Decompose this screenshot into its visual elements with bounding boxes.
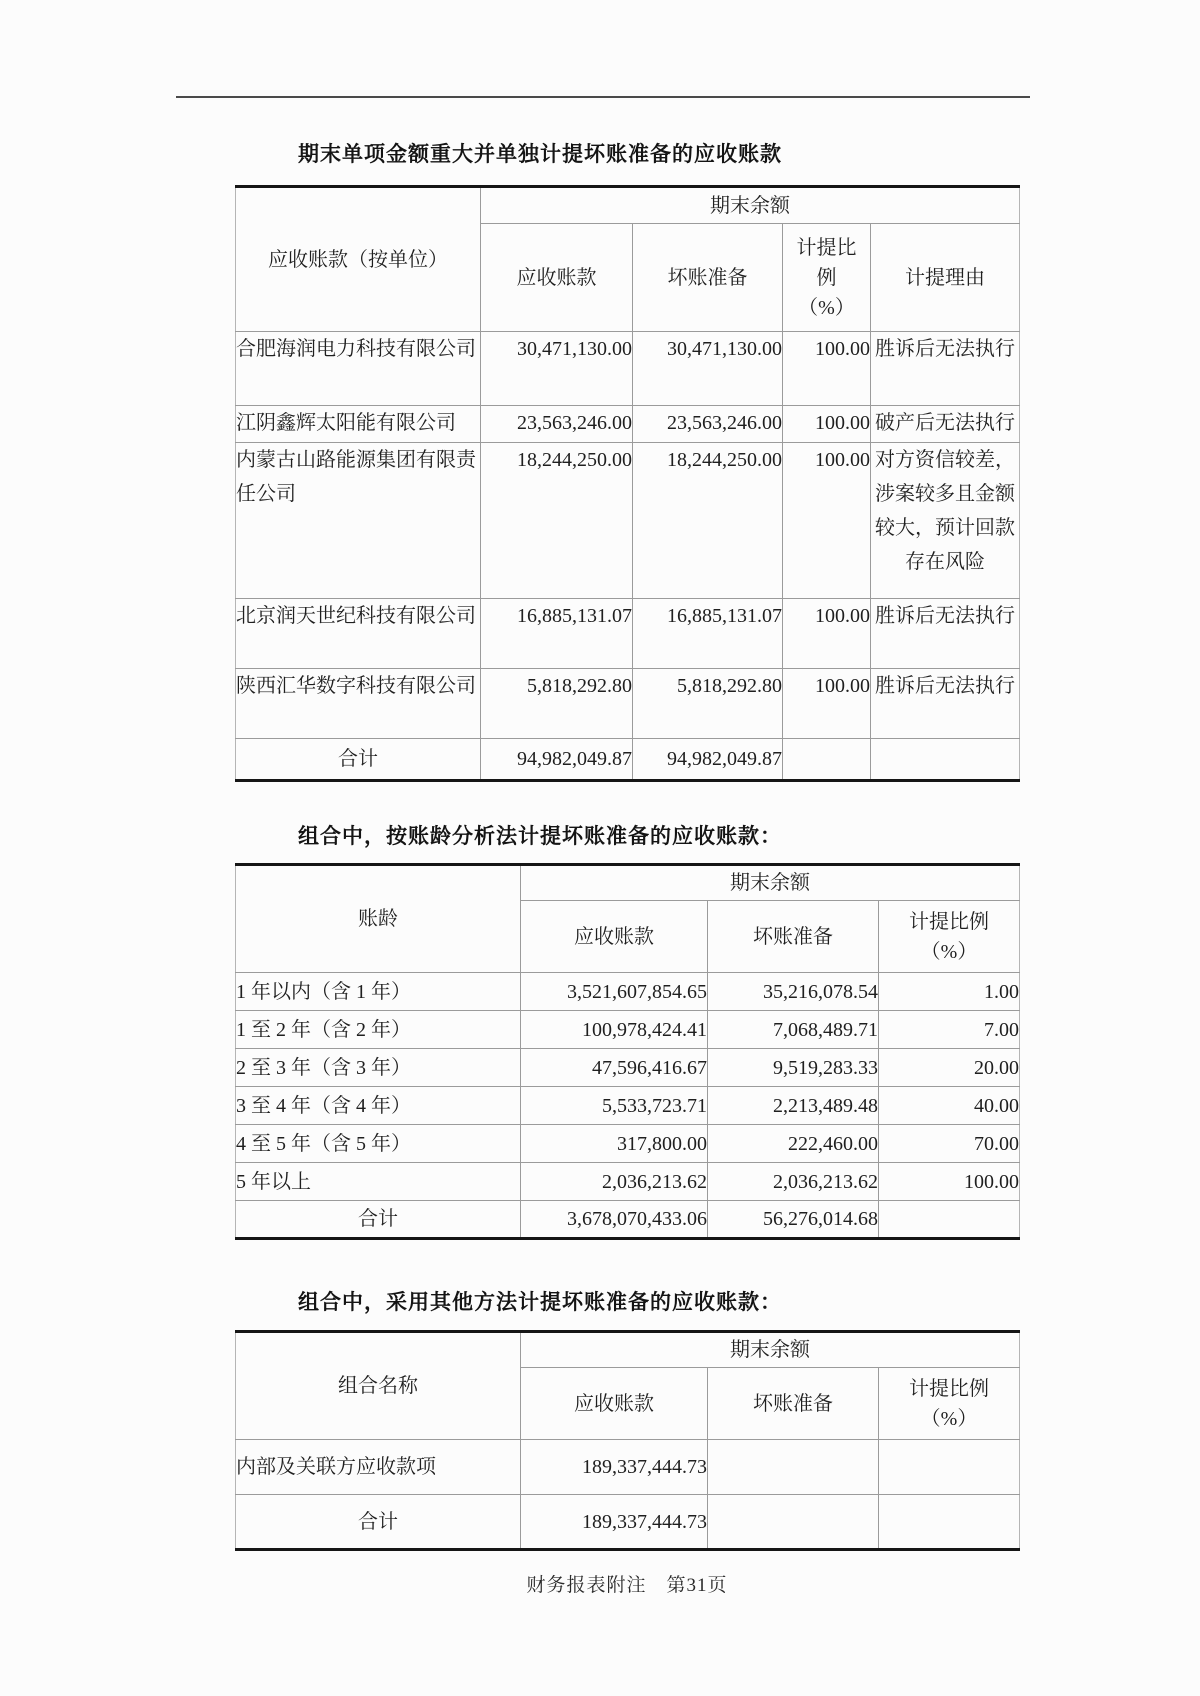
aging-bucket-cell: 2 至 3 年（含 3 年） bbox=[236, 1049, 521, 1087]
receivable-amount-cell: 5,533,723.71 bbox=[521, 1087, 708, 1125]
bad-debt-amount-cell: 16,885,131.07 bbox=[633, 599, 783, 669]
total-ratio-cell bbox=[879, 1495, 1020, 1550]
aging-bucket-cell: 1 年以内（含 1 年） bbox=[236, 973, 521, 1011]
table-total-row bbox=[236, 1201, 1020, 1239]
table-other-method-receivables bbox=[235, 1330, 1020, 1551]
total-bad-debt-cell: 94,982,049.87 bbox=[633, 739, 783, 781]
bad-debt-amount-cell bbox=[708, 1440, 879, 1495]
section1-title: 期末单项金额重大并单独计提坏账准备的应收账款 bbox=[298, 142, 782, 166]
table-row bbox=[236, 443, 1020, 599]
company-name-cell: 内蒙古山路能源集团有限责任公司 bbox=[236, 443, 481, 599]
total-reason-cell bbox=[871, 739, 1020, 781]
bad-debt-amount-cell: 30,471,130.00 bbox=[633, 332, 783, 406]
reason-cell: 对方资信较差，涉案较多且金额较大，预计回款存在风险 bbox=[871, 443, 1020, 599]
total-bad-debt-cell: 56,276,014.68 bbox=[708, 1201, 879, 1239]
company-name-cell: 陕西汇华数字科技有限公司 bbox=[236, 669, 481, 739]
receivable-amount-cell: 23,563,246.00 bbox=[481, 406, 633, 443]
total-receivable-cell: 94,982,049.87 bbox=[481, 739, 633, 781]
col-header-unit: 应收账款（按单位） bbox=[236, 187, 481, 332]
bad-debt-amount-cell: 18,244,250.00 bbox=[633, 443, 783, 599]
table-row bbox=[236, 1049, 1020, 1087]
ratio-cell: 40.00 bbox=[879, 1087, 1020, 1125]
table-row bbox=[236, 973, 1020, 1011]
bad-debt-amount-cell: 222,460.00 bbox=[708, 1125, 879, 1163]
receivable-amount-cell: 47,596,416.67 bbox=[521, 1049, 708, 1087]
ratio-cell: 100.00 bbox=[879, 1163, 1020, 1201]
col-header-group-name: 组合名称 bbox=[236, 1332, 521, 1440]
total-bad-debt-cell bbox=[708, 1495, 879, 1550]
total-label-cell: 合计 bbox=[236, 739, 481, 781]
total-ratio-cell bbox=[879, 1201, 1020, 1239]
reason-cell: 胜诉后无法执行 bbox=[871, 332, 1020, 406]
ratio-cell: 70.00 bbox=[879, 1125, 1020, 1163]
receivable-amount-cell: 317,800.00 bbox=[521, 1125, 708, 1163]
ratio-cell: 100.00 bbox=[783, 332, 871, 406]
total-ratio-cell bbox=[783, 739, 871, 781]
total-receivable-cell: 189,337,444.73 bbox=[521, 1495, 708, 1550]
receivable-amount-cell: 100,978,424.41 bbox=[521, 1011, 708, 1049]
company-name-cell: 合肥海润电力科技有限公司 bbox=[236, 332, 481, 406]
table-header-group-row bbox=[236, 865, 1020, 901]
col-header-receivable: 应收账款 bbox=[481, 224, 633, 332]
table-total-row bbox=[236, 1495, 1020, 1550]
aging-bucket-cell: 4 至 5 年（含 5 年） bbox=[236, 1125, 521, 1163]
table-row bbox=[236, 406, 1020, 443]
col-header-ratio: 计提比例 bbox=[909, 910, 989, 933]
bad-debt-amount-cell: 2,036,213.62 bbox=[708, 1163, 879, 1201]
table-row bbox=[236, 1440, 1020, 1495]
col-header-aging: 账龄 bbox=[236, 865, 521, 973]
ratio-cell: 7.00 bbox=[879, 1011, 1020, 1049]
receivable-amount-cell: 2,036,213.62 bbox=[521, 1163, 708, 1201]
col-header-bad-debt: 坏账准备 bbox=[708, 1368, 879, 1440]
col-header-ratio-unit: （%） bbox=[798, 296, 855, 319]
col-header-ratio-unit: （%） bbox=[920, 1407, 978, 1430]
total-label-cell: 合计 bbox=[236, 1201, 521, 1239]
table-row bbox=[236, 1125, 1020, 1163]
reason-cell: 破产后无法执行 bbox=[871, 406, 1020, 443]
bad-debt-amount-cell: 9,519,283.33 bbox=[708, 1049, 879, 1087]
table-header-group-row bbox=[236, 187, 1020, 224]
ratio-cell: 100.00 bbox=[783, 443, 871, 599]
company-name-cell: 江阴鑫辉太阳能有限公司 bbox=[236, 406, 481, 443]
page-footer: 财务报表附注 第31页 bbox=[526, 1575, 728, 1596]
bad-debt-amount-cell: 7,068,489.71 bbox=[708, 1011, 879, 1049]
bad-debt-amount-cell: 35,216,078.54 bbox=[708, 973, 879, 1011]
table-row bbox=[236, 599, 1020, 669]
receivable-amount-cell: 18,244,250.00 bbox=[481, 443, 633, 599]
ratio-cell: 100.00 bbox=[783, 669, 871, 739]
col-header-ratio: 计提比例 bbox=[909, 1377, 989, 1400]
col-header-period-end-balance: 期末余额 bbox=[521, 1332, 1020, 1368]
page-header-rule bbox=[176, 96, 1030, 98]
col-header-bad-debt: 坏账准备 bbox=[708, 901, 879, 973]
table-row bbox=[236, 332, 1020, 406]
table-individually-provisioned-receivables bbox=[235, 185, 1020, 782]
total-receivable-cell: 3,678,070,433.06 bbox=[521, 1201, 708, 1239]
table-row bbox=[236, 1087, 1020, 1125]
bad-debt-amount-cell: 5,818,292.80 bbox=[633, 669, 783, 739]
col-header-ratio-unit: （%） bbox=[920, 940, 978, 963]
company-name-cell: 北京润天世纪科技有限公司 bbox=[236, 599, 481, 669]
col-header-period-end-balance: 期末余额 bbox=[481, 187, 1020, 224]
col-header-ratio: 计提比例 bbox=[796, 236, 857, 289]
table-aging-analysis-receivables bbox=[235, 863, 1020, 1240]
col-header-period-end-balance: 期末余额 bbox=[521, 865, 1020, 901]
portfolio-name-cell: 内部及关联方应收款项 bbox=[236, 1440, 521, 1495]
ratio-cell: 1.00 bbox=[879, 973, 1020, 1011]
col-header-bad-debt: 坏账准备 bbox=[633, 224, 783, 332]
aging-bucket-cell: 3 至 4 年（含 4 年） bbox=[236, 1087, 521, 1125]
ratio-cell bbox=[879, 1440, 1020, 1495]
ratio-cell: 100.00 bbox=[783, 599, 871, 669]
receivable-amount-cell: 3,521,607,854.65 bbox=[521, 973, 708, 1011]
aging-bucket-cell: 1 至 2 年（含 2 年） bbox=[236, 1011, 521, 1049]
table-total-row bbox=[236, 739, 1020, 781]
col-header-receivable: 应收账款 bbox=[521, 901, 708, 973]
table-row bbox=[236, 1163, 1020, 1201]
bad-debt-amount-cell: 2,213,489.48 bbox=[708, 1087, 879, 1125]
reason-cell: 胜诉后无法执行 bbox=[871, 599, 1020, 669]
bad-debt-amount-cell: 23,563,246.00 bbox=[633, 406, 783, 443]
col-header-reason: 计提理由 bbox=[871, 224, 1020, 332]
table-row bbox=[236, 1011, 1020, 1049]
section3-title: 组合中，采用其他方法计提坏账准备的应收账款： bbox=[298, 1290, 782, 1314]
aging-bucket-cell: 5 年以上 bbox=[236, 1163, 521, 1201]
section2-title: 组合中，按账龄分析法计提坏账准备的应收账款： bbox=[298, 824, 782, 848]
ratio-cell: 20.00 bbox=[879, 1049, 1020, 1087]
receivable-amount-cell: 30,471,130.00 bbox=[481, 332, 633, 406]
ratio-cell: 100.00 bbox=[783, 406, 871, 443]
receivable-amount-cell: 5,818,292.80 bbox=[481, 669, 633, 739]
total-label-cell: 合计 bbox=[236, 1495, 521, 1550]
receivable-amount-cell: 16,885,131.07 bbox=[481, 599, 633, 669]
reason-cell: 胜诉后无法执行 bbox=[871, 669, 1020, 739]
table-row bbox=[236, 669, 1020, 739]
col-header-receivable: 应收账款 bbox=[521, 1368, 708, 1440]
receivable-amount-cell: 189,337,444.73 bbox=[521, 1440, 708, 1495]
table-header-group-row bbox=[236, 1332, 1020, 1368]
